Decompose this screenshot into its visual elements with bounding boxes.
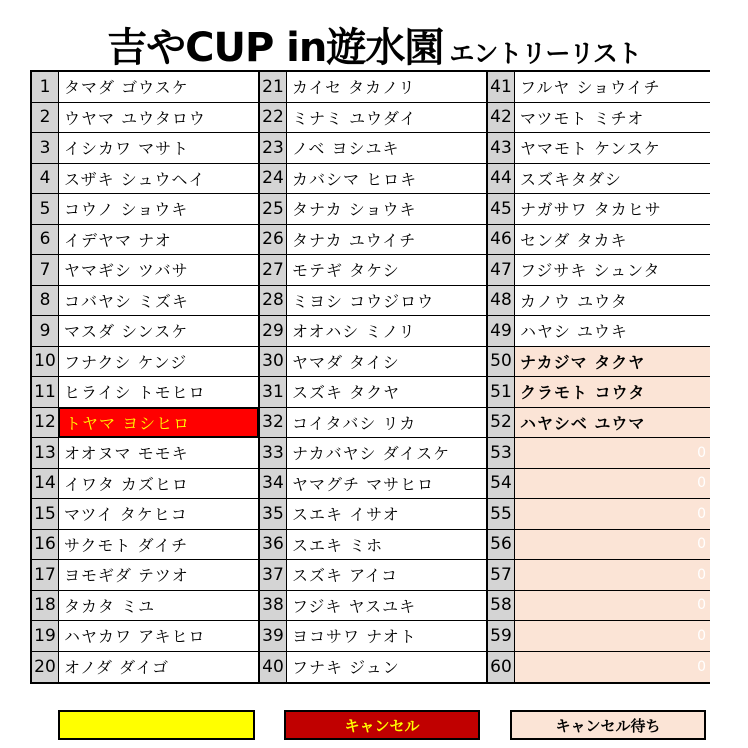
entry-name: クラモト コウタ (515, 377, 710, 407)
entry-number: 29 (260, 316, 287, 346)
entry-row (32, 194, 258, 225)
entry-name: カバシマ ヒロキ (292, 169, 418, 189)
entry-name: イワタ カズヒロ (64, 474, 189, 494)
entry-table (30, 70, 710, 684)
entry-number: 57 (488, 560, 515, 590)
empty-slot-value: 0 (697, 597, 707, 614)
entry-row (32, 652, 258, 683)
entry-name: ナガサワ タカヒサ (520, 200, 662, 220)
entry-number: 34 (260, 469, 287, 499)
entry-row (488, 164, 710, 195)
entry-name: コイタバシ リカ (292, 413, 417, 433)
entry-name: カイセ タカノリ (292, 78, 416, 98)
entry-name: オノダ ダイゴ (64, 658, 170, 678)
entry-number: 30 (260, 347, 287, 377)
entry-row (260, 255, 486, 286)
entry-row (488, 133, 710, 164)
entry-number: 13 (32, 438, 59, 468)
entry-name: スズキ タクヤ (292, 383, 401, 403)
entry-name: フルヤ ショウイチ (520, 78, 661, 98)
entry-row (32, 530, 258, 561)
entry-row (32, 286, 258, 317)
entry-name: フナキ ジュン (292, 658, 400, 678)
entry-number: 33 (260, 438, 287, 468)
entry-name: スズキタダシ (520, 169, 622, 189)
entry-row (32, 103, 258, 134)
entry-name: スザキ シュウヘイ (64, 169, 206, 189)
entry-name: カノウ ユウタ (520, 291, 628, 311)
entry-number: 50 (488, 347, 515, 377)
entry-name: マスダ シンスケ (64, 322, 189, 342)
entry-row (488, 347, 710, 378)
entry-number: 38 (260, 591, 287, 621)
entry-number: 1 (32, 72, 59, 102)
entry-name (515, 469, 710, 499)
entry-number: 37 (260, 560, 287, 590)
entry-number: 51 (488, 377, 515, 407)
empty-slot-value: 0 (697, 475, 707, 492)
entry-number: 12 (32, 408, 59, 438)
entry-row (260, 316, 486, 347)
entry-name: フジキ ヤスユキ (292, 596, 417, 616)
entry-number: 26 (260, 225, 287, 255)
entry-row (488, 377, 710, 408)
entry-number: 52 (488, 408, 515, 438)
entry-number: 14 (32, 469, 59, 499)
entry-row (32, 316, 258, 347)
entry-name: タマダ ゴウスケ (64, 78, 189, 98)
entry-name: モテギ タケシ (292, 261, 400, 281)
entry-number: 22 (260, 103, 287, 133)
entry-name (515, 438, 710, 468)
entry-name: ハヤシベ ユウマ (515, 408, 710, 438)
entry-number: 20 (32, 652, 59, 683)
entry-name: コバヤシ ミズキ (64, 291, 189, 311)
entry-column-1 (30, 72, 258, 682)
legend-waitlist: キャンセル待ち (510, 710, 706, 740)
entry-name: ヨモギダ テツオ (64, 566, 189, 586)
legend-yellow-swatch (58, 710, 255, 740)
empty-slot-value: 0 (697, 505, 707, 522)
entry-row (488, 469, 710, 500)
entry-row (488, 194, 710, 225)
entry-number: 55 (488, 499, 515, 529)
entry-row (488, 560, 710, 591)
entry-number: 48 (488, 286, 515, 316)
entry-number: 31 (260, 377, 287, 407)
entry-name: コウノ ショウキ (64, 200, 189, 220)
entry-number: 21 (260, 72, 287, 102)
entry-name: ミナミ ユウダイ (292, 108, 417, 128)
legend-cancel: キャンセル (284, 710, 480, 740)
entry-number: 43 (488, 133, 515, 163)
event-title: 吉やCUP in遊水園 (107, 25, 444, 71)
entry-name: タナカ ユウイチ (292, 230, 417, 250)
entry-row (260, 72, 486, 103)
entry-row (32, 591, 258, 622)
entry-row (488, 103, 710, 134)
entry-name: マツモト ミチオ (520, 108, 645, 128)
entry-number: 46 (488, 225, 515, 255)
entry-name (515, 652, 710, 683)
entry-name: ヤマモト ケンスケ (520, 139, 661, 159)
entry-name: タナカ ショウキ (292, 200, 417, 220)
entry-row (260, 591, 486, 622)
entry-row (260, 469, 486, 500)
entry-row (488, 316, 710, 347)
entry-row (32, 133, 258, 164)
entry-name (515, 560, 710, 590)
entry-number: 35 (260, 499, 287, 529)
entry-row (488, 225, 710, 256)
entry-row (260, 286, 486, 317)
entry-name: オオハシ ミノリ (292, 322, 416, 342)
entry-row (32, 377, 258, 408)
entry-number: 18 (32, 591, 59, 621)
entry-number: 28 (260, 286, 287, 316)
entry-row (260, 103, 486, 134)
entry-row (488, 286, 710, 317)
entry-number: 59 (488, 621, 515, 651)
entry-number: 4 (32, 164, 59, 194)
entry-row (488, 621, 710, 652)
entry-list-subtitle: エントリーリスト (449, 39, 641, 68)
page-title (0, 6, 748, 71)
entry-row (260, 530, 486, 561)
entry-row (32, 255, 258, 286)
entry-number: 24 (260, 164, 287, 194)
entry-number: 45 (488, 194, 515, 224)
entry-number: 8 (32, 286, 59, 316)
entry-row (32, 225, 258, 256)
entry-name: スズキ アイコ (292, 566, 399, 586)
entry-number: 7 (32, 255, 59, 285)
entry-number: 25 (260, 194, 287, 224)
entry-row (260, 438, 486, 469)
entry-row (260, 194, 486, 225)
entry-row (32, 499, 258, 530)
entry-row (260, 652, 486, 683)
empty-slot-value: 0 (697, 627, 707, 644)
entry-name: ウヤマ ユウタロウ (64, 108, 206, 128)
entry-name: フナクシ ケンジ (64, 352, 188, 372)
entry-name: ヤマグチ マサヒロ (292, 474, 435, 494)
entry-name: トヤマ ヨシヒロ (59, 408, 258, 438)
entry-number: 42 (488, 103, 515, 133)
entry-number: 58 (488, 591, 515, 621)
entry-number: 36 (260, 530, 287, 560)
entry-row (488, 530, 710, 561)
entry-number: 3 (32, 133, 59, 163)
entry-number: 11 (32, 377, 59, 407)
entry-name: ヒライシ トモヒロ (64, 383, 206, 403)
entry-number: 60 (488, 652, 515, 683)
entry-name: オオヌマ モモキ (64, 444, 189, 464)
entry-number: 16 (32, 530, 59, 560)
entry-name: スエキ イサオ (292, 505, 400, 525)
entry-name: イデヤマ ナオ (64, 230, 172, 250)
entry-name: ハヤシ ユウキ (520, 322, 628, 342)
entry-number: 19 (32, 621, 59, 651)
entry-row (260, 499, 486, 530)
entry-row (32, 164, 258, 195)
entry-number: 49 (488, 316, 515, 346)
entry-row (32, 560, 258, 591)
entry-row (260, 347, 486, 378)
entry-number: 53 (488, 438, 515, 468)
entry-number: 40 (260, 652, 287, 683)
entry-name: タカタ ミユ (64, 596, 156, 616)
entry-name: フジサキ シュンタ (520, 261, 661, 281)
entry-number: 47 (488, 255, 515, 285)
entry-row (488, 438, 710, 469)
entry-row (488, 255, 710, 286)
entry-row (260, 560, 486, 591)
entry-number: 44 (488, 164, 515, 194)
entry-name: ハヤカワ アキヒロ (64, 627, 206, 647)
entry-name: ヤマダ タイシ (292, 352, 400, 372)
entry-name: ナカジマ タクヤ (515, 347, 710, 377)
entry-number: 32 (260, 408, 287, 438)
entry-row (32, 408, 258, 439)
entry-number: 10 (32, 347, 59, 377)
entry-name (515, 499, 710, 529)
entry-number: 17 (32, 560, 59, 590)
entry-name: ミヨシ コウジロウ (292, 291, 435, 311)
entry-name: センダ タカキ (520, 230, 628, 250)
empty-slot-value: 0 (697, 536, 707, 553)
entry-row (32, 72, 258, 103)
empty-slot-value: 0 (697, 444, 707, 461)
entry-row (260, 133, 486, 164)
entry-number: 41 (488, 72, 515, 102)
entry-name: イシカワ マサト (64, 139, 190, 159)
entry-number: 54 (488, 469, 515, 499)
entry-row (260, 377, 486, 408)
entry-name: サクモト ダイチ (64, 535, 189, 555)
entry-row (488, 72, 710, 103)
entry-row (260, 408, 486, 439)
entry-number: 39 (260, 621, 287, 651)
entry-row (260, 225, 486, 256)
entry-name (515, 591, 710, 621)
entry-row (488, 408, 710, 439)
entry-row (260, 621, 486, 652)
entry-column-3 (486, 72, 710, 682)
entry-column-2 (258, 72, 486, 682)
entry-row (488, 652, 710, 683)
empty-slot-value: 0 (697, 566, 707, 583)
entry-row (32, 621, 258, 652)
entry-number: 9 (32, 316, 59, 346)
entry-number: 27 (260, 255, 287, 285)
entry-number: 23 (260, 133, 287, 163)
entry-row (32, 347, 258, 378)
entry-number: 15 (32, 499, 59, 529)
empty-slot-value: 0 (697, 658, 707, 675)
entry-name: ナカバヤシ ダイスケ (292, 444, 451, 464)
entry-name: スエキ ミホ (292, 535, 384, 555)
entry-number: 5 (32, 194, 59, 224)
entry-name: ヨコサワ ナオト (292, 627, 417, 647)
entry-row (488, 591, 710, 622)
entry-row (32, 469, 258, 500)
entry-name (515, 621, 710, 651)
entry-number: 56 (488, 530, 515, 560)
entry-row (260, 164, 486, 195)
entry-name: ノベ ヨシユキ (292, 139, 400, 159)
entry-number: 6 (32, 225, 59, 255)
entry-name (515, 530, 710, 560)
entry-row (32, 438, 258, 469)
entry-name: ヤマギシ ツバサ (64, 261, 189, 281)
entry-name: マツイ タケヒコ (64, 505, 188, 525)
entry-number: 2 (32, 103, 59, 133)
entry-row (488, 499, 710, 530)
